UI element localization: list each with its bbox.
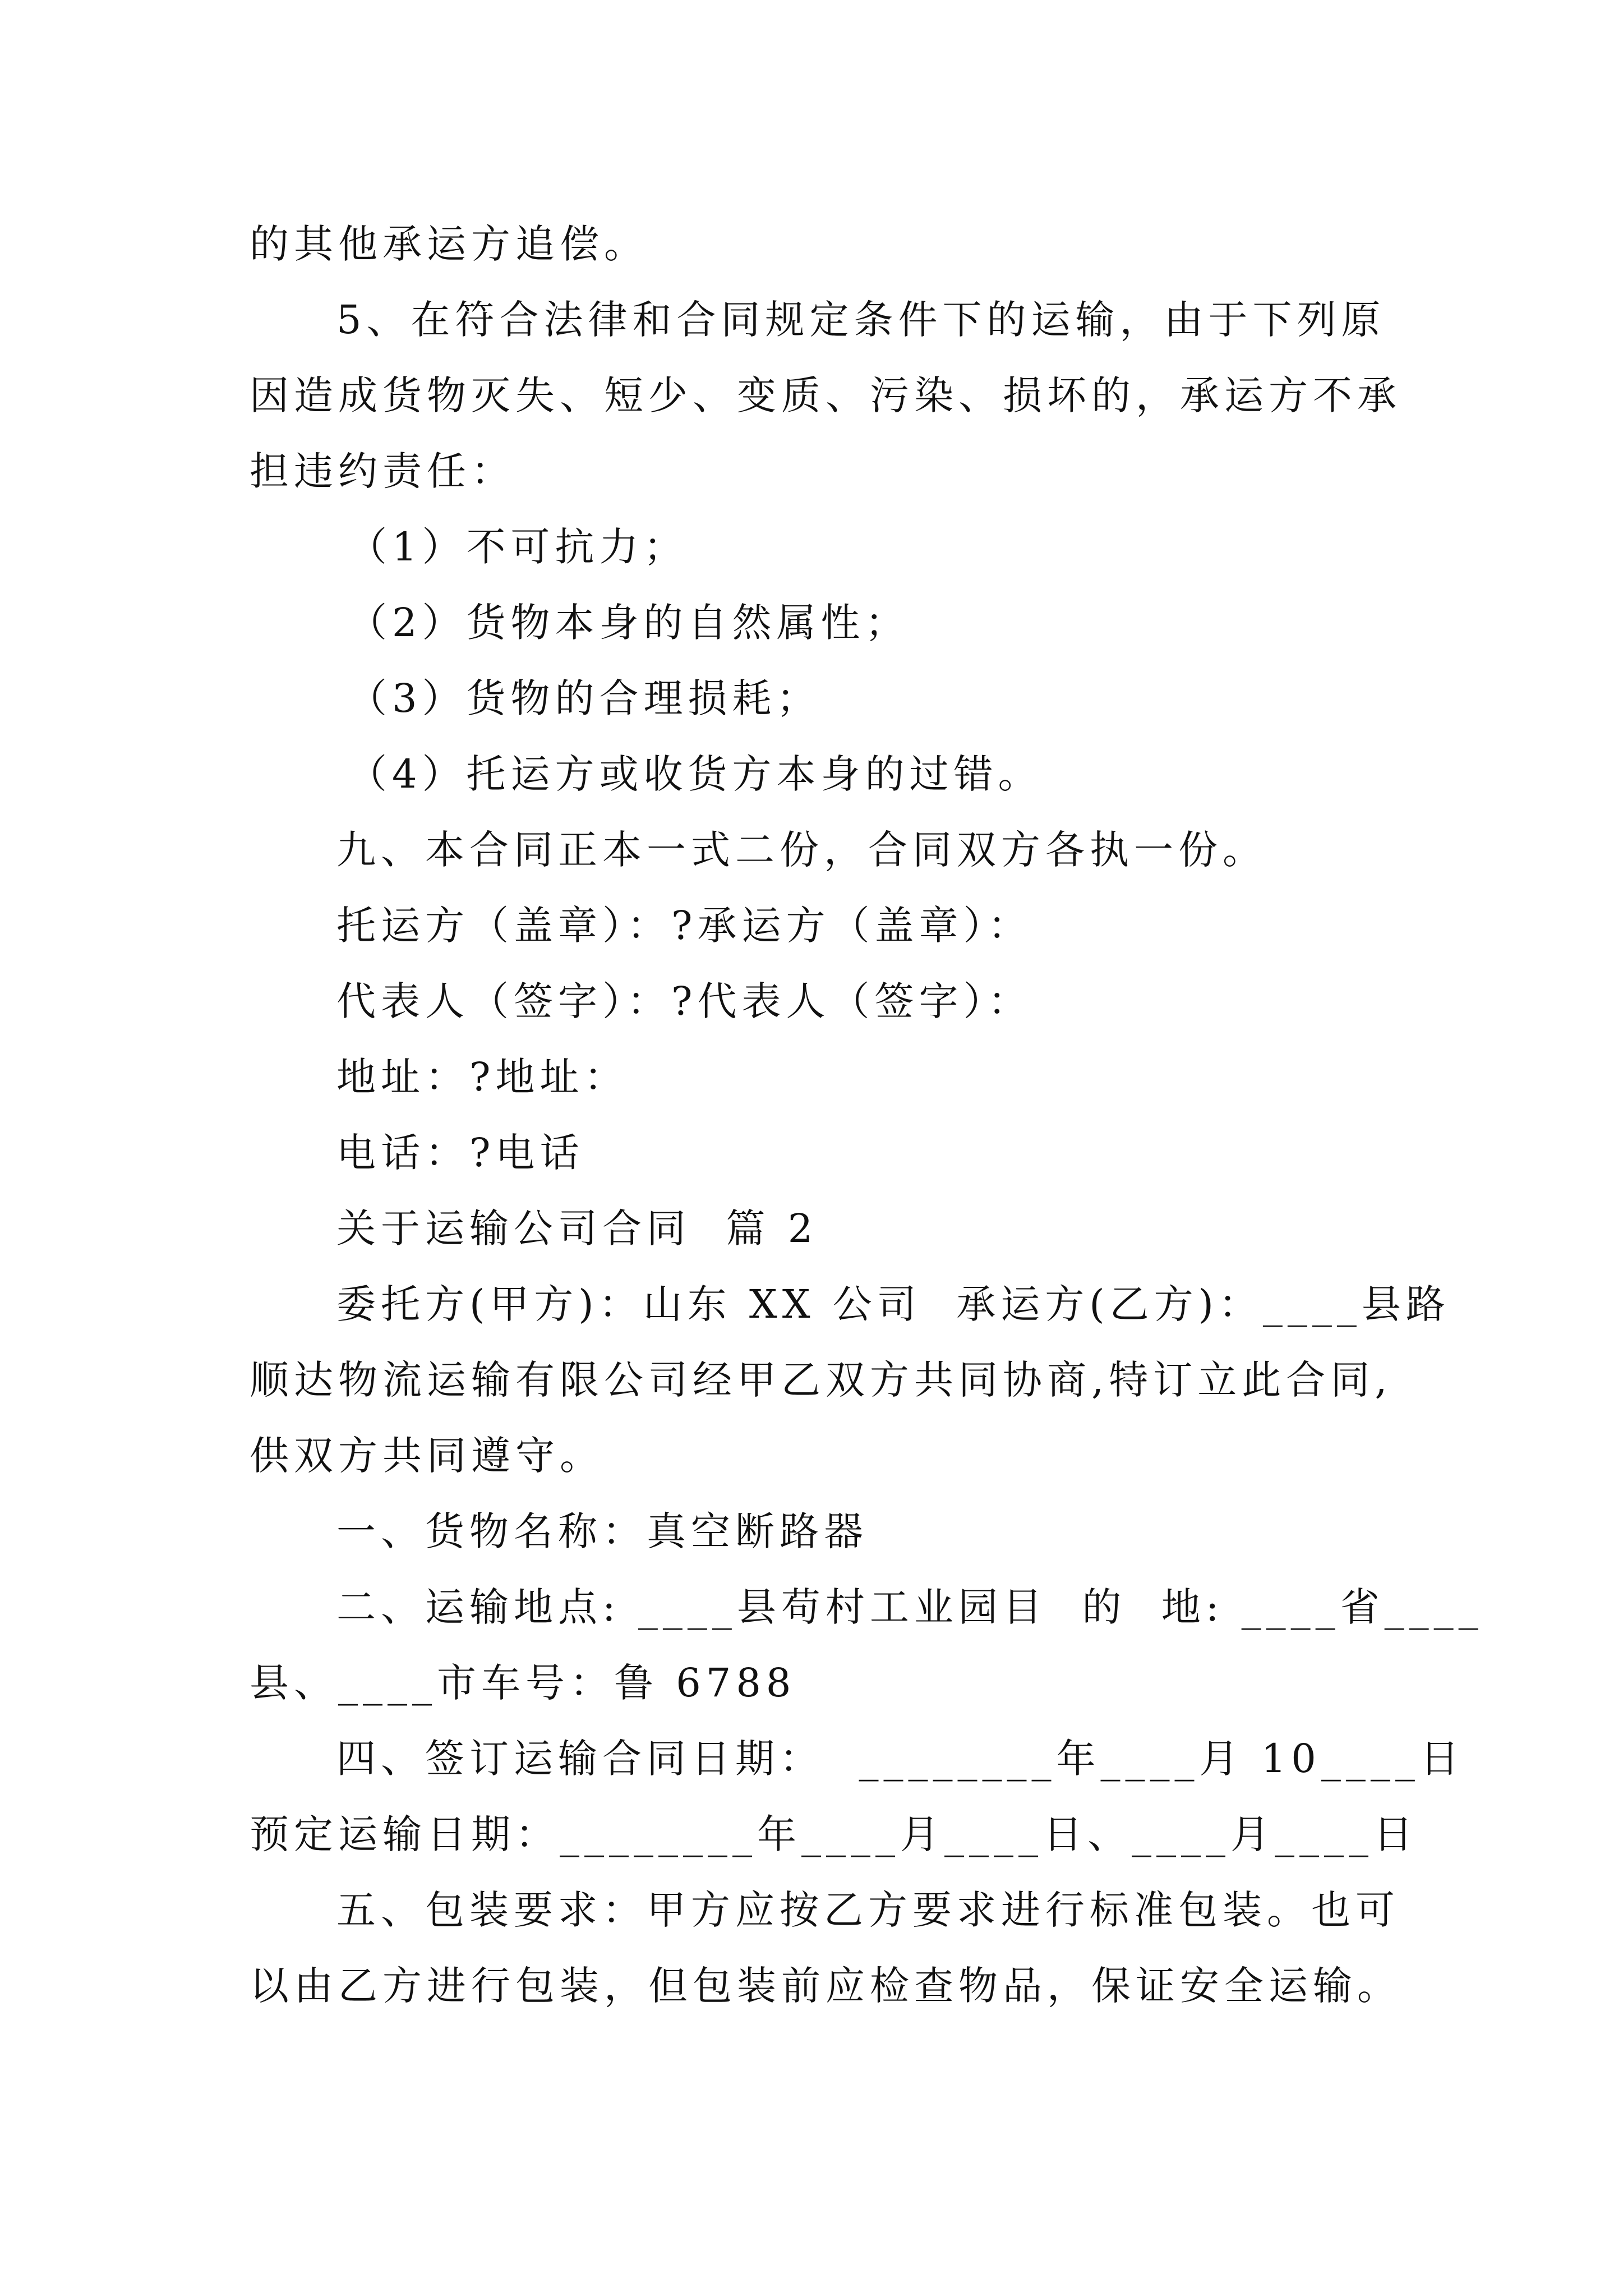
text-line: 因造成货物灭失、短少、变质、污染、损坏的，承运方不承: [250, 372, 1401, 418]
text-line: 供双方共同遵守。: [250, 1433, 604, 1479]
text-line: 二、运输地点: ____县苟村工业园目 的 地: ____省____: [336, 1584, 1483, 1630]
list-item: （4）托运方或收货方本身的过错。: [348, 751, 1043, 797]
list-item: （3）货物的合理损耗；: [348, 675, 821, 721]
text-line: 九、本合同正本一式二份，合同双方各执一份。: [336, 827, 1267, 873]
section-heading: 关于运输公司合同 篇 2: [336, 1205, 818, 1251]
text-line: 的其他承运方追偿。: [250, 221, 648, 267]
text-line: 以由乙方进行包装，但包装前应检查物品，保证安全运输。: [250, 1963, 1401, 2009]
list-item: （2）货物本身的自然属性；: [348, 600, 910, 646]
phone-line: 电话：?电话: [336, 1130, 584, 1176]
text-line: 县、____市车号：鲁 6788: [250, 1660, 796, 1706]
text-line: 担违约责任：: [250, 448, 515, 494]
text-line: 五、包装要求：甲方应按乙方要求进行标准包装。也可: [336, 1887, 1400, 1933]
signature-line: 托运方（盖章）：?承运方（盖章）：: [336, 903, 1032, 949]
signature-line: 代表人（签字）：?代表人（签字）：: [336, 978, 1032, 1024]
text-line: 四、签订运输合同日期： ________年____月 10____日: [336, 1736, 1464, 1782]
address-line: 地址：?地址：: [336, 1054, 629, 1100]
text-line: 委托方(甲方)：山东 XX 公司 承运方(乙方)：____县路: [336, 1281, 1450, 1327]
list-item: （1）不可抗力；: [348, 524, 688, 570]
text-line: 5、在符合法律和合同规定条件下的运输，由于下列原: [336, 297, 1386, 343]
text-line: 预定运输日期：________年____月____日、____月____日: [250, 1811, 1418, 1857]
text-line: 顺达物流运输有限公司经甲乙双方共同协商,特订立此合同,: [250, 1357, 1393, 1403]
text-line: 一、货物名称：真空断路器: [336, 1508, 868, 1554]
